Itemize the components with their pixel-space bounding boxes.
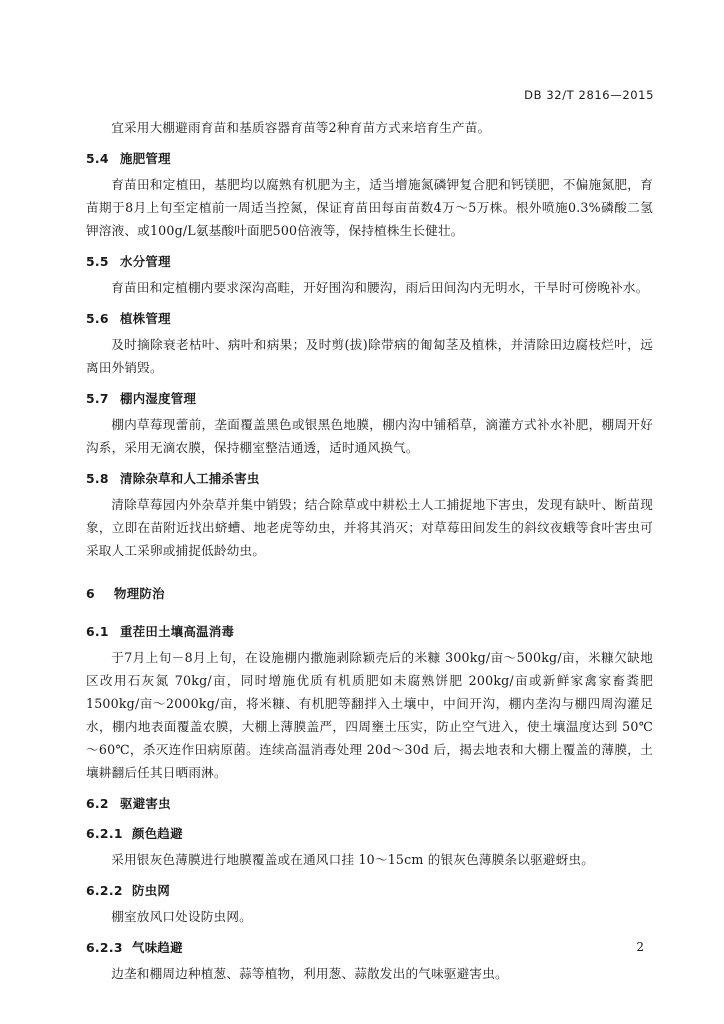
section-number: 6.2 (86, 796, 109, 811)
section-paragraph-5-4: 育苗田和定植田，基肥均以腐熟有机肥为主，适当增施氮磷钾复合肥和钙镁肥，不偏施氮肥，育苗期于8月上旬至定植前一周适当控氮，保证育苗田每亩苗数4万～5万株。根外喷施0.3%磷酸二氢钾溶液、或100g/L氨基酸叶面肥500倍液等，保持植株生长健壮。 (86, 177, 653, 238)
section-heading-5-5 (86, 252, 653, 272)
section-title: 气味趋避 (132, 940, 183, 955)
document-code: DB 32/T 2816—2015 (524, 88, 654, 102)
section-paragraph-6-2-1: 采用银灰色薄膜进行地膜覆盖或在通风口挂 10～15cm 的银灰色薄膜条以驱避蚜虫。 (111, 852, 595, 867)
document-body (86, 116, 653, 985)
section-number: 5.4 (86, 151, 109, 166)
chapter-number: 6 (86, 586, 95, 601)
section-number: 5.6 (86, 311, 109, 326)
section-paragraph-5-7: 棚内草莓现蕾前，垄面覆盖黑色或银黑色地膜，棚内沟中铺稻草，滴灌方式补水补肥，棚周开好沟系，采用无滴农膜，保持棚室整洁通透，适时通风换气。 (86, 417, 653, 455)
section-number: 5.8 (86, 471, 109, 486)
section-title: 水分管理 (120, 254, 171, 269)
page-number: 2 (636, 940, 644, 954)
section-heading-5-8 (86, 469, 653, 489)
section-title: 重茬田土壤高温消毒 (120, 624, 235, 639)
section-heading-6-2 (86, 794, 653, 814)
section-paragraph-5-8: 清除草莓园内外杂草并集中销毁；结合除草或中耕松土人工捕捉地下害虫，发现有缺叶、断苗现象，立即在苗附近找出蛴螬、地老虎等幼虫，并将其消灭；对草莓田间发生的斜纹夜蛾等食叶害虫可采取人工采卵或捕捉低龄幼虫。 (86, 497, 653, 558)
section-heading-6-1 (86, 622, 653, 642)
section-number: 5.7 (86, 391, 109, 406)
chapter-title: 物理防治 (114, 586, 165, 601)
section-title: 驱避害虫 (120, 796, 171, 811)
section-title: 棚内湿度管理 (120, 391, 197, 406)
section-number: 5.5 (86, 254, 109, 269)
section-paragraph-6-1: 于7月上旬－8月上旬，在设施棚内撒施剥除颖壳后的米糠 300kg/亩～500kg/亩，米糠欠缺地区改用石灰氮 70kg/亩，同时增施优质有机质肥如未腐熟饼肥 200kg/亩或新鲜家禽家畜粪肥 1500kg/亩～2000kg/亩，将米糠、有机肥等翻拌入土壤中，中间开沟，棚内垄沟与棚四周沟灌足水，棚内地表面覆盖农膜，大棚上薄膜盖严，四周壅土压实，防止空气进入，使土壤温度达到 50℃～60℃，杀灭连作田病原菌。连续高温消毒处理 20d～30d 后，揭去地表和大棚上覆盖的薄膜，土壤耕翻后任其日晒雨淋。 (86, 650, 653, 780)
section-heading-5-7 (86, 389, 653, 409)
section-number: 6.1 (86, 624, 109, 639)
section-title: 植株管理 (120, 311, 171, 326)
section-title: 颜色趋避 (132, 826, 183, 841)
section-heading-6-2-1 (86, 824, 653, 844)
section-paragraph-5-5: 育苗田和定植棚内要求深沟高畦，开好围沟和腰沟，雨后田间沟内无明水，干旱时可傍晚补水。 (111, 280, 649, 295)
lead-paragraph: 宜采用大棚避雨育苗和基质容器育苗等2种育苗方式来培育生产苗。 (111, 120, 491, 135)
section-paragraph-6-2-3: 边垄和棚周边种植葱、蒜等植物，利用葱、蒜散发出的气味驱避害虫。 (111, 966, 508, 981)
section-number: 6.2.1 (86, 826, 123, 841)
section-number: 6.2.2 (86, 883, 123, 898)
section-number: 6.2.3 (86, 940, 123, 955)
section-paragraph-5-6: 及时摘除衰老枯叶、病叶和病果；及时剪(拔)除带病的匍匐茎及植株，并清除田边腐枝烂叶，远离田外销毁。 (86, 337, 653, 375)
section-title: 施肥管理 (120, 151, 171, 166)
chapter-heading-6 (86, 584, 653, 604)
section-heading-5-6 (86, 309, 653, 329)
section-heading-6-2-3 (86, 938, 653, 958)
section-title: 清除杂草和人工捕杀害虫 (120, 471, 260, 486)
section-title: 防虫网 (132, 883, 171, 898)
section-heading-6-2-2 (86, 881, 653, 901)
section-heading-5-4 (86, 149, 653, 169)
section-paragraph-6-2-2: 棚室放风口处设防虫网。 (111, 909, 252, 924)
